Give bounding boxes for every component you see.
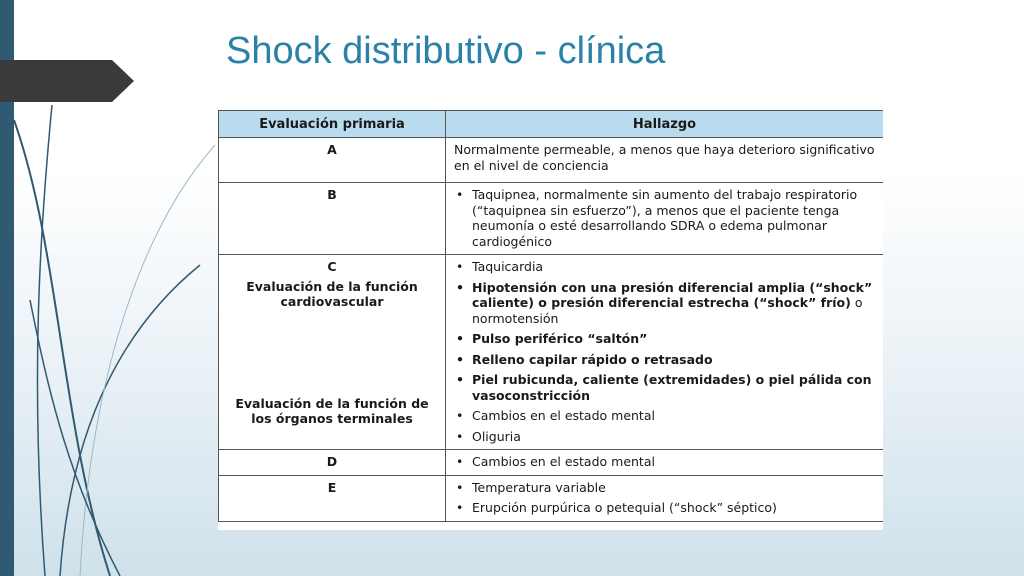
list-item: • Hipotensión con una presión diferencial amplia (“shock” caliente) o presión diferencial estrecha (“shock” frío) o normotensión: [454, 280, 875, 327]
list-item: • Taquipnea, normalmente sin aumento del trabajo respiratorio (“taquipnea sin esfuerzo”), a menos que el paciente tenga neumonía o esté desarrollando SDRA o edema pulmonar cardiogénico: [454, 187, 875, 249]
table-header-row: [219, 111, 884, 138]
row-b-findings: [446, 183, 884, 255]
table-row: [219, 450, 884, 476]
clinical-table: [218, 110, 883, 530]
header-hallazgo: Hallazgo: [446, 111, 884, 138]
row-e-findings: [446, 475, 884, 521]
list-item: • Temperatura variable: [454, 480, 875, 496]
row-label-a: A: [219, 138, 446, 183]
row-label-b: B: [219, 183, 446, 255]
list-item: • Piel rubicunda, caliente (extremidades) o piel pálida con vasoconstricción: [454, 372, 875, 403]
cardiovascular-label: Evaluación de la función cardiovascular: [246, 278, 418, 309]
list-item: • Taquicardia: [454, 259, 875, 275]
row-label-c: C: [327, 259, 337, 274]
table-row: [219, 183, 884, 255]
decorative-curves: [0, 0, 230, 576]
row-c-labels: [219, 255, 446, 450]
row-label-d: D: [219, 450, 446, 476]
row-c-findings: [446, 255, 884, 450]
list-item: • Pulso periférico “saltón”: [454, 331, 875, 347]
row-label-e: E: [219, 475, 446, 521]
list-item: • Relleno capilar rápido o retrasado: [454, 352, 875, 368]
row-a-finding: Normalmente permeable, a menos que haya deterioro significativo en el nivel de conciencia: [446, 138, 884, 183]
table-row: [219, 255, 884, 450]
table-row: [219, 475, 884, 521]
organ-function-label: Evaluación de la función de los órganos terminales: [235, 395, 429, 426]
table-row: [219, 138, 884, 183]
list-item: • Cambios en el estado mental: [454, 408, 875, 424]
list-item: • Oliguria: [454, 429, 875, 445]
list-item: • Cambios en el estado mental: [454, 454, 875, 470]
row-d-findings: [446, 450, 884, 476]
list-item: • Erupción purpúrica o petequial (“shock” séptico): [454, 500, 875, 516]
slide-title: Shock distributivo - clínica: [226, 30, 666, 72]
header-evaluacion-primaria: Evaluación primaria: [219, 111, 446, 138]
